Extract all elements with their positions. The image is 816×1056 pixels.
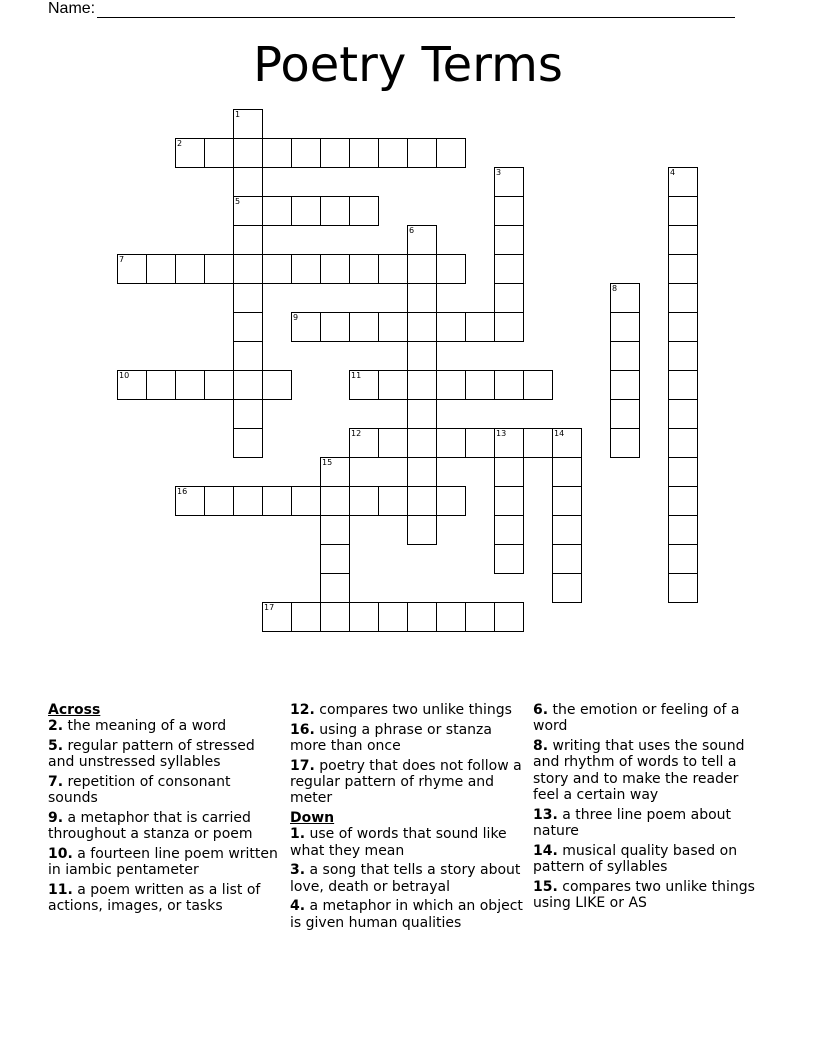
crossword-cell[interactable] (552, 515, 582, 545)
crossword-cell[interactable] (233, 109, 263, 139)
clue-item (48, 846, 280, 879)
down-clue-list (290, 826, 526, 931)
crossword-cell[interactable] (204, 138, 234, 168)
clue-number-label: 17. (290, 757, 315, 774)
clue-number: 7 (119, 255, 125, 264)
clue-number-label: 15. (533, 878, 558, 895)
crossword-cell[interactable] (320, 544, 350, 574)
crossword-cell[interactable] (668, 312, 698, 342)
crossword-cell[interactable] (494, 254, 524, 284)
clue-text: a three line poem about nature (533, 806, 732, 840)
clue-number: 16 (177, 487, 188, 496)
clue-item (533, 807, 765, 840)
down-heading: Down (290, 810, 335, 826)
clue-number: 4 (670, 168, 676, 177)
crossword-cell[interactable] (291, 254, 321, 284)
crossword-cell[interactable] (291, 602, 321, 632)
across-heading: Across (48, 702, 101, 718)
crossword-cell[interactable] (436, 486, 466, 516)
crossword-cell[interactable] (349, 486, 379, 516)
crossword-cell[interactable] (494, 196, 524, 226)
crossword-cell[interactable] (668, 399, 698, 429)
crossword-cell[interactable] (233, 254, 263, 284)
clue-number-label: 16. (290, 721, 315, 738)
crossword-cell[interactable] (233, 196, 263, 226)
clue-number-label: 2. (48, 718, 64, 735)
clue-text: regular pattern of stressed and unstressed syllables (48, 738, 255, 771)
clue-number: 2 (177, 139, 183, 148)
crossword-cell[interactable] (291, 486, 321, 516)
crossword-cell[interactable] (668, 196, 698, 226)
crossword-cell[interactable] (494, 283, 524, 313)
crossword-cell[interactable] (552, 457, 582, 487)
crossword-cell[interactable] (436, 254, 466, 284)
crossword-cell[interactable] (175, 370, 205, 400)
crossword-cell[interactable] (494, 486, 524, 516)
across-clue-list (48, 718, 280, 914)
clue-number: 14 (554, 429, 565, 438)
clue-number: 9 (293, 313, 299, 322)
crossword-cell[interactable] (378, 138, 408, 168)
crossword-cell[interactable] (175, 254, 205, 284)
clue-text: a metaphor that is carried throughout a stanza or poem (48, 810, 253, 843)
crossword-cell[interactable] (262, 486, 292, 516)
crossword-cell[interactable] (668, 457, 698, 487)
clue-number-label: 12. (290, 702, 315, 718)
crossword-cell[interactable] (407, 225, 437, 255)
clue-item (290, 826, 526, 859)
crossword-cell[interactable] (523, 370, 553, 400)
clue-text: repetition of consonant sounds (48, 774, 231, 807)
crossword-cell[interactable] (668, 283, 698, 313)
clue-item (533, 879, 765, 912)
crossword-cell[interactable] (117, 370, 147, 400)
crossword-cell[interactable] (117, 254, 147, 284)
crossword-cell[interactable] (320, 312, 350, 342)
crossword-cell[interactable] (233, 486, 263, 516)
crossword-cell[interactable] (668, 544, 698, 574)
crossword-cell[interactable] (291, 312, 321, 342)
clue-number-label: 9. (48, 810, 64, 826)
crossword-cell[interactable] (233, 283, 263, 313)
crossword-cell[interactable] (349, 428, 379, 458)
clue-number-label: 1. (290, 826, 306, 843)
crossword-cell[interactable] (349, 312, 379, 342)
clue-text: the meaning of a word (63, 718, 227, 735)
clue-number: 15 (322, 458, 333, 467)
crossword-cell[interactable] (494, 515, 524, 545)
crossword-cell[interactable] (233, 225, 263, 255)
clue-item (48, 718, 280, 734)
crossword-cell[interactable] (465, 602, 495, 632)
crossword-cell[interactable] (494, 544, 524, 574)
crossword-cell[interactable] (320, 196, 350, 226)
crossword-cell[interactable] (262, 254, 292, 284)
crossword-cell[interactable] (668, 428, 698, 458)
crossword-cell[interactable] (204, 370, 234, 400)
crossword-cell[interactable] (233, 370, 263, 400)
clue-number-label: 5. (48, 738, 64, 754)
clue-text: a metaphor in which an object is given human qualities (290, 898, 523, 931)
crossword-cell[interactable] (494, 428, 524, 458)
crossword-cell[interactable] (407, 428, 437, 458)
crossword-cell[interactable] (204, 254, 234, 284)
crossword-cell[interactable] (668, 254, 698, 284)
clue-text: using a phrase or stanza more than once (290, 721, 492, 754)
crossword-cell[interactable] (291, 196, 321, 226)
clue-text: a poem written as a list of actions, images, or tasks (48, 882, 261, 915)
crossword-cell[interactable] (407, 457, 437, 487)
clue-number: 10 (119, 371, 130, 380)
crossword-cell[interactable] (494, 370, 524, 400)
clue-item (290, 722, 526, 755)
crossword-cell[interactable] (407, 138, 437, 168)
crossword-cell[interactable] (407, 283, 437, 313)
clue-item (48, 882, 280, 915)
crossword-cell[interactable] (349, 254, 379, 284)
clue-item (290, 702, 526, 718)
crossword-cell[interactable] (436, 138, 466, 168)
crossword-cell[interactable] (465, 370, 495, 400)
clue-text: a fourteen line poem written in iambic pentameter (48, 846, 278, 879)
clue-item (48, 810, 280, 843)
crossword-cell[interactable] (233, 138, 263, 168)
clue-number: 6 (409, 226, 415, 235)
crossword-cell[interactable] (233, 312, 263, 342)
crossword-cell[interactable] (668, 573, 698, 603)
clues-column-3 (533, 702, 765, 915)
crossword-cell[interactable] (262, 196, 292, 226)
crossword-cell[interactable] (610, 283, 640, 313)
crossword-cell[interactable] (668, 225, 698, 255)
crossword-cell[interactable] (407, 602, 437, 632)
clue-item (48, 738, 280, 771)
crossword-cell[interactable] (378, 312, 408, 342)
crossword-cell[interactable] (378, 254, 408, 284)
clue-number: 12 (351, 429, 362, 438)
clue-number-label: 11. (48, 882, 73, 898)
clue-item (290, 758, 526, 807)
crossword-cell[interactable] (407, 515, 437, 545)
crossword-cell[interactable] (233, 167, 263, 197)
crossword-cell[interactable] (175, 486, 205, 516)
down-clue-list-continued (533, 702, 765, 912)
crossword-cell[interactable] (320, 602, 350, 632)
clue-number: 13 (496, 429, 507, 438)
crossword-cell[interactable] (378, 370, 408, 400)
clue-number-label: 7. (48, 774, 64, 790)
crossword-cell[interactable] (320, 515, 350, 545)
crossword-cell[interactable] (668, 370, 698, 400)
crossword-cell[interactable] (378, 486, 408, 516)
clue-number: 8 (612, 284, 618, 293)
across-clue-list-continued (290, 702, 526, 807)
clue-number-label: 4. (290, 898, 306, 915)
crossword-cell[interactable] (668, 515, 698, 545)
clue-number: 1 (235, 110, 241, 119)
crossword-cell[interactable] (233, 341, 263, 371)
crossword-cell[interactable] (436, 602, 466, 632)
crossword-cell[interactable] (291, 138, 321, 168)
crossword-cell[interactable] (233, 399, 263, 429)
crossword-cell[interactable] (175, 138, 205, 168)
crossword-cell[interactable] (436, 428, 466, 458)
clue-number: 3 (496, 168, 502, 177)
crossword-cell[interactable] (465, 312, 495, 342)
clue-text: use of words that sound like what they mean (290, 826, 507, 859)
crossword-cell[interactable] (262, 138, 292, 168)
clue-number-label: 10. (48, 846, 73, 862)
clue-number: 11 (351, 371, 362, 380)
crossword-cell[interactable] (204, 486, 234, 516)
crossword-cell[interactable] (349, 602, 379, 632)
crossword-cell[interactable] (378, 428, 408, 458)
clue-text: a song that tells a story about love, death or betrayal (290, 862, 521, 895)
crossword-cell[interactable] (262, 602, 292, 632)
crossword-cell[interactable] (320, 138, 350, 168)
crossword-cell[interactable] (668, 167, 698, 197)
crossword-cell[interactable] (407, 399, 437, 429)
clue-number-label: 6. (533, 702, 549, 718)
crossword-cell[interactable] (552, 428, 582, 458)
crossword-cell[interactable] (407, 370, 437, 400)
crossword-cell[interactable] (146, 254, 176, 284)
crossword-cell[interactable] (494, 457, 524, 487)
crossword-cell[interactable] (610, 428, 640, 458)
crossword-cell[interactable] (436, 370, 466, 400)
crossword-cell[interactable] (494, 602, 524, 632)
clue-text: musical quality based on pattern of syllables (533, 842, 738, 876)
clue-item (533, 702, 765, 735)
crossword-cell[interactable] (610, 399, 640, 429)
crossword-cell[interactable] (146, 370, 176, 400)
clue-item (533, 843, 765, 876)
clue-text: the emotion or feeling of a word (533, 702, 740, 735)
clue-item (290, 898, 526, 931)
crossword-cell[interactable] (349, 370, 379, 400)
clue-number-label: 13. (533, 806, 558, 823)
crossword-cell[interactable] (407, 486, 437, 516)
crossword-cell[interactable] (523, 428, 553, 458)
crossword-cell[interactable] (262, 370, 292, 400)
crossword-cell[interactable] (494, 225, 524, 255)
crossword-cell[interactable] (320, 254, 350, 284)
crossword-cell[interactable] (320, 457, 350, 487)
crossword-cell[interactable] (552, 486, 582, 516)
clues-column-1 (48, 702, 280, 918)
clue-number: 5 (235, 197, 241, 206)
crossword-cell[interactable] (610, 370, 640, 400)
crossword-cell[interactable] (320, 486, 350, 516)
crossword-cell[interactable] (407, 312, 437, 342)
crossword-cell[interactable] (233, 428, 263, 458)
crossword-cell[interactable] (407, 254, 437, 284)
crossword-cell[interactable] (552, 544, 582, 574)
crossword-cell[interactable] (610, 312, 640, 342)
clue-number-label: 3. (290, 862, 306, 879)
clue-number-label: 14. (533, 842, 558, 859)
clue-text: poetry that does not follow a regular pattern of rhyme and meter (290, 757, 522, 807)
crossword-cell[interactable] (494, 167, 524, 197)
crossword-cell[interactable] (349, 196, 379, 226)
clue-text: compares two unlike things (314, 702, 512, 718)
crossword-cell[interactable] (349, 138, 379, 168)
crossword-cell[interactable] (320, 573, 350, 603)
crossword-cell[interactable] (407, 341, 437, 371)
crossword-cell[interactable] (494, 312, 524, 342)
crossword-cell[interactable] (610, 341, 640, 371)
clue-number: 17 (264, 603, 275, 612)
name-label: Name: (48, 0, 96, 17)
clue-item (48, 774, 280, 807)
clue-text: compares two unlike things using LIKE or AS (533, 878, 755, 912)
crossword-cell[interactable] (465, 428, 495, 458)
page-title: Poetry Terms (253, 37, 563, 93)
clue-text: writing that uses the sound and rhythm of words to tell a story and to make the reader feel a certain way (533, 738, 745, 804)
clue-item (290, 862, 526, 895)
crossword-cell[interactable] (668, 341, 698, 371)
clue-number-label: 8. (533, 738, 549, 754)
clue-item (533, 738, 765, 804)
clues-column-2 (290, 702, 526, 934)
crossword-cell[interactable] (436, 312, 466, 342)
crossword-cell[interactable] (668, 486, 698, 516)
crossword-cell[interactable] (378, 602, 408, 632)
crossword-cell[interactable] (552, 573, 582, 603)
